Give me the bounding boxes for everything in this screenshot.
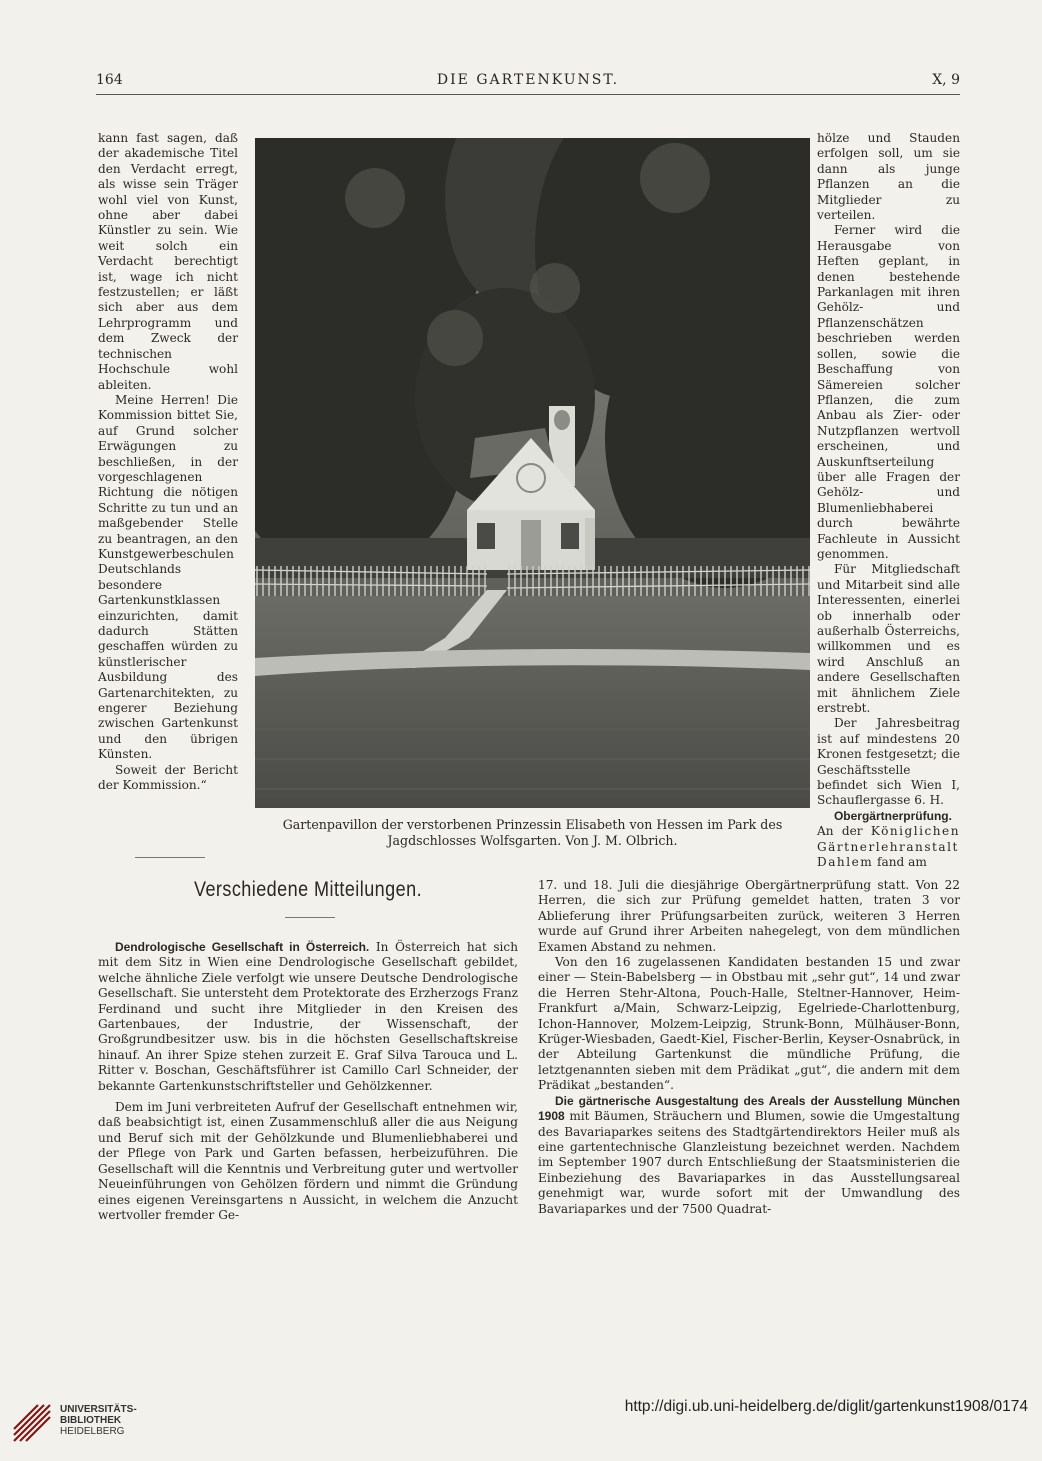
photo-illustration bbox=[255, 138, 810, 808]
paragraph bbox=[98, 940, 518, 1094]
issue-number: X, 9 bbox=[932, 72, 960, 88]
paragraph: hölze und Stauden erfolgen soll, um sie dann als junge Pflanzen an die Mitglieder zu verteilen. bbox=[817, 131, 960, 223]
caption-line: Jagdschlosses Wolfsgarten. Von J. M. Olbrich. bbox=[387, 833, 678, 848]
caption-line: Gartenpavillon der verstorbenen Prinzessin Elisabeth von Hessen im Park des bbox=[282, 817, 783, 832]
paragraph: Dem im Juni verbreiteten Aufruf der Gesellschaft entnehmen wir, daß beabsichtigt ist, einen Zusammenschluß aller die aus Neigung und Beruf sich mit der Gehölzkunde und Blumenliebhaberei und der Pflege von Park und Garten befassen, herbeizuführen. Die Gesellschaft will die Kenntnis und Verbreitung guter und wertvoller Neueinführungen von Gehölzen fördern und nimmt die Gründung eines eigenen Vereinsgartens n Aussicht, in welchem die Anzucht wertvoller fremder Ge- bbox=[98, 1100, 518, 1222]
paragraph: Soweit der Bericht der Kommission.“ bbox=[98, 762, 238, 793]
paragraph-text: In Österreich hat sich mit dem Sitz in Wien eine Dendrologische Gesellschaft gebildet, welche ähnliche Ziele verfolgt wie unsere Deutsche Dendrologische Gesellschaft. Sie untersteht dem Protektorate des Erzherzogs Franz Ferdinand und sucht ihre Mitglieder in den Kreisen des Gartenbaues, der Industrie, der Wissenschaft, der Großgrundbesitzer usw. bis in die höchsten Gesellschaftskreise hinauf. An ihrer Spize stehen zurzeit E. Graf Silva Tarouca und L. Ritter v. Boschan, Geschäftsführer ist Camillo Carl Schneider, der bekannte Gartenkunstschriftsteller und Gehölzkenner. bbox=[98, 940, 518, 1093]
institution-name: Königlichen Gärtnerlehranstalt Dahlem bbox=[817, 824, 960, 870]
library-name-line: BIBLIOTHEK bbox=[60, 1415, 122, 1426]
paragraph-text: fand am bbox=[873, 855, 927, 870]
garden-pavilion-photo bbox=[255, 138, 810, 808]
paragraph-text: mit Bäumen, Sträuchern und Blumen, sowie die Umgestaltung des Bavariaparkes seitens des Stadtgärtendirektors Heiler muß als eine gartentechnische Glanzleistung bezeichnet werden. Nachdem im September 1907 durch Entschließung der Staatsministerien die Einbeziehung des Bavariaparkes in das Ausstellungsareal genehmigt war, wurde sofort mit der Umwandlung des Bavariaparkes und der 7500 Quadrat- bbox=[538, 1109, 960, 1216]
photo-caption bbox=[255, 817, 810, 849]
paragraph: Für Mitgliedschaft und Mitarbeit sind alle Interessenten, einerlei ob innerhalb oder außerhalb Österreichs, willkommen und es wird Anschluß an andere Gesellschaften mit ähnlichem Ziele erstrebt. bbox=[817, 562, 960, 716]
paragraph bbox=[538, 1094, 960, 1217]
journal-title: DIE GARTENKUNST. bbox=[436, 72, 620, 88]
paragraph-text: An der bbox=[817, 824, 871, 839]
paragraph: Von den 16 zugelassenen Kandidaten bestanden 15 und zwar einer — Stein-Babelsberg — in Obstbau mit „sehr gut“, 14 und zwar die Herren Stehr-Altona, Pouch-Halle, Steltner-Hannover, Heim-Frankfurt a/Main, Schwarz-Leipzig, Egelriede-Charlottenburg, Ichon-Hannover, Molzem-Leipzig, Strunk-Bonn, Mülhäuser-Bonn, Krüger-Wiesbaden, Gaedt-Kiel, Fischer-Berlin, Keyser-Osnabrück, in der Abteilung Gartenkunst die mündliche Prüfung, die letztgenannten sieben mit dem Prädikat „gut“, die andern mit dem Prädikat „bestanden“. bbox=[538, 955, 960, 1093]
section-heading: Verschiedene Mitteilungen. bbox=[193, 878, 423, 901]
library-logo-icon bbox=[10, 1395, 54, 1445]
right-column-bottom bbox=[538, 878, 960, 1217]
paragraph bbox=[817, 809, 960, 871]
paragraph: kann fast sagen, daß der akademische Titel den Verdacht erregt, als wisse sein Träger wohl viel von Kunst, ohne aber dabei Künstler zu sein. Wie weit solch ein Verdacht berechtigt ist, wage ich nicht festzustellen; er läßt sich aber aus dem Lehrprogramm und dem Zweck der technischen Hochschule wohl ableiten. bbox=[98, 131, 238, 392]
paragraph: Meine Herren! Die Kommission bittet Sie, auf Grund solcher Erwägungen zu beschließen, in der vorgeschlagenen Richtung die nötigen Schritte zu tun und an maßgebender Stelle zu beantragen, an den Kunstgewerbeschulen Deutschlands besondere Gartenkunstklassen einzurichten, damit dadurch Stätten geschaffen würden zu künstlerischer Ausbildung des Gartenarchitekten, zu engerer Beziehung zwischen Gartenkunst und den übrigen Künsten. bbox=[98, 392, 238, 762]
divider bbox=[285, 917, 335, 918]
paragraph-lead: Obergärtnerprüfung. bbox=[833, 808, 952, 823]
left-column-top bbox=[98, 131, 238, 793]
source-url-link[interactable]: http://digi.ub.uni-heidelberg.de/diglit/gartenkunst1908/0174 bbox=[624, 1398, 1028, 1415]
library-name bbox=[60, 1404, 137, 1437]
paragraph-lead: Die gärtnerische Ausgestaltung des Areals der Ausstellung München 1908 bbox=[538, 1093, 960, 1124]
right-column-top bbox=[817, 131, 960, 871]
library-name-line: HEIDELBERG bbox=[60, 1426, 125, 1437]
page-number: 164 bbox=[96, 72, 123, 88]
library-name-line: UNIVERSITÄTS- bbox=[60, 1404, 137, 1415]
divider bbox=[135, 857, 205, 858]
paragraph: 17. und 18. Juli die diesjährige Obergärtnerprüfung statt. Von 22 Herren, die sich zur Prüfung gemeldet hatten, traten 3 vor Ablieferung ihrer Prüfungsarbeiten zurück, weiteren 3 Herren wurde auf Grund ihrer Arbeiten nahegelegt, von dem mündlichen Examen Abstand zu nehmen. bbox=[538, 878, 960, 954]
running-header bbox=[96, 72, 960, 95]
left-column-bottom bbox=[98, 940, 518, 1223]
paragraph-lead: Dendrologische Gesellschaft in Österreich. bbox=[114, 940, 370, 954]
paragraph: Ferner wird die Herausgabe von Heften geplant, in denen bestehende Parkanlagen mit ihren Gehölz- und Pflanzenschätzen beschrieben werden sollen, sowie die Beschaffung von Sämereien solcher Pflanzen, die zum Anbau als Zier- oder Nutzpflanzen wertvoll erscheinen, und Auskunftserteilung über alle Fragen der Gehölz- und Blumenliebhaberei durch bewährte Fachleute in Aussicht genommen. bbox=[817, 223, 960, 561]
paragraph: Der Jahresbeitrag ist auf mindestens 20 Kronen festgesetzt; die Geschäftsstelle befindet sich Wien I, Schauflergasse 6. H. bbox=[817, 716, 960, 808]
